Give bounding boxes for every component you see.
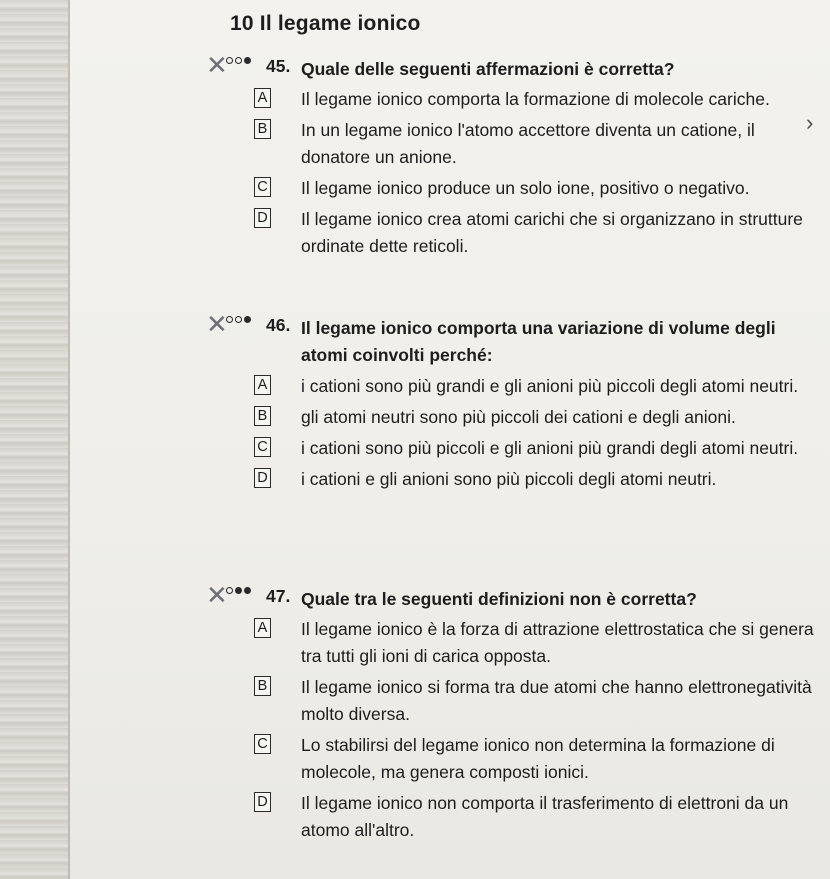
difficulty-dot xyxy=(244,57,251,64)
option-letter: C xyxy=(254,437,271,457)
option-text: gli atomi neutri sono più piccoli dei cationi e degli anioni. xyxy=(301,407,736,427)
page-binding xyxy=(0,0,70,879)
answer-option-c[interactable] xyxy=(204,175,814,202)
difficulty-dots-icon xyxy=(226,587,251,594)
option-letter: B xyxy=(254,676,271,696)
chapter-title: 10 Il legame ionico xyxy=(230,12,421,35)
question-number: 46. xyxy=(266,315,291,335)
option-text: Il legame ionico è la forza di attrazione elettrostatica che si genera tra tutti gli ioni di carica opposta. xyxy=(301,619,814,666)
difficulty-dot xyxy=(226,316,233,323)
difficulty-dot xyxy=(244,316,251,323)
option-letter: C xyxy=(254,177,271,197)
difficulty-dot xyxy=(235,316,242,323)
question-header xyxy=(204,52,814,82)
answer-option-b[interactable] xyxy=(204,404,814,431)
answer-option-b[interactable] xyxy=(204,674,814,728)
question-45 xyxy=(204,52,814,260)
difficulty-dots-icon xyxy=(226,316,251,323)
answer-option-d[interactable] xyxy=(204,466,814,493)
answer-option-a[interactable] xyxy=(204,616,814,670)
question-header xyxy=(204,311,814,369)
question-header xyxy=(204,582,814,612)
option-text: Il legame ionico si forma tra due atomi che hanno elettronegatività molto diversa. xyxy=(301,677,812,724)
difficulty-dot xyxy=(235,57,242,64)
question-number: 45. xyxy=(266,56,291,76)
option-text: Il legame ionico comporta la formazione di molecole cariche. xyxy=(301,89,770,109)
option-text: i cationi e gli anioni sono più piccoli degli atomi neutri. xyxy=(301,469,717,489)
option-letter: A xyxy=(254,88,271,108)
option-letter: D xyxy=(254,792,271,812)
option-letter: B xyxy=(254,119,271,139)
question-text: Quale delle seguenti affermazioni è corretta? xyxy=(301,59,675,79)
question-46 xyxy=(204,311,814,493)
chevron-right-icon: › xyxy=(806,110,814,135)
answer-option-c[interactable] xyxy=(204,732,814,786)
difficulty-dot xyxy=(235,587,242,594)
option-letter: C xyxy=(254,734,271,754)
option-letter: A xyxy=(254,618,271,638)
question-47 xyxy=(204,582,814,844)
difficulty-dots-icon xyxy=(226,57,251,64)
difficulty-dot xyxy=(244,587,251,594)
answer-option-d[interactable] xyxy=(204,790,814,844)
option-text: Il legame ionico crea atomi carichi che si organizzano in strutture ordinate dette reticoli. xyxy=(301,209,803,256)
option-letter: A xyxy=(254,375,271,395)
answer-option-b[interactable] xyxy=(204,117,814,171)
x-mark-icon: ✕ xyxy=(206,580,228,610)
answer-option-d[interactable] xyxy=(204,206,814,260)
option-text: In un legame ionico l'atomo accettore diventa un catione, il donatore un anione. xyxy=(301,120,755,167)
answer-option-a[interactable] xyxy=(204,86,814,113)
option-letter: D xyxy=(254,208,271,228)
difficulty-dot xyxy=(226,57,233,64)
option-text: i cationi sono più grandi e gli anioni più piccoli degli atomi neutri. xyxy=(301,376,799,396)
x-mark-icon: ✕ xyxy=(206,309,228,339)
question-text: Quale tra le seguenti definizioni non è corretta? xyxy=(301,589,697,609)
question-text: Il legame ionico comporta una variazione di volume degli atomi coinvolti perché: xyxy=(301,318,776,365)
x-mark-icon: ✕ xyxy=(206,50,228,80)
option-text: Il legame ionico non comporta il trasferimento di elettroni da un atomo all'altro. xyxy=(301,793,789,840)
option-text: i cationi sono più piccoli e gli anioni più grandi degli atomi neutri. xyxy=(301,438,799,458)
option-text: Il legame ionico produce un solo ione, positivo o negativo. xyxy=(301,178,750,198)
option-text: Lo stabilirsi del legame ionico non determina la formazione di molecole, ma genera composti ionici. xyxy=(301,735,775,782)
option-letter: B xyxy=(254,406,271,426)
answer-option-c[interactable] xyxy=(204,435,814,462)
answer-option-a[interactable] xyxy=(204,373,814,400)
difficulty-dot xyxy=(226,587,233,594)
option-letter: D xyxy=(254,468,271,488)
question-number: 47. xyxy=(266,586,291,606)
